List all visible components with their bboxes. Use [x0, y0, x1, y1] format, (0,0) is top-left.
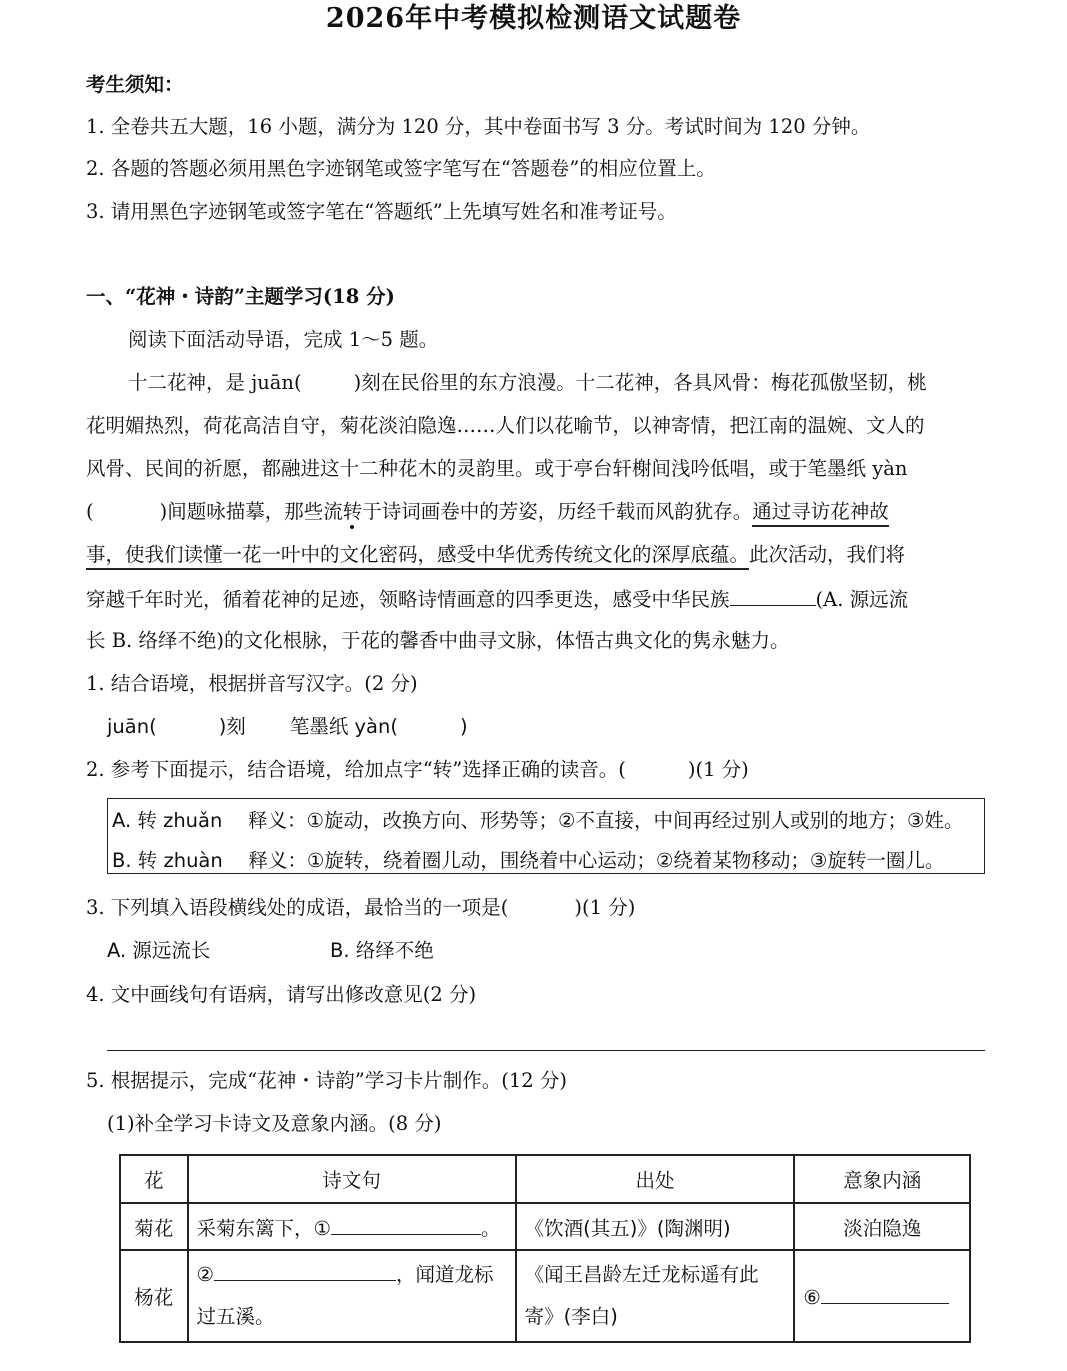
- table-cell: 采菊东篱下，① 。: [188, 1203, 516, 1250]
- passage-line: 风骨、民间的祈愿，都融进这十二种花木的灵韵里。或于亭台轩榭间浅吟低唱，或于笔墨纸 yàn: [86, 457, 908, 480]
- table-header: 花: [120, 1155, 188, 1203]
- table-cell: 杨花: [120, 1250, 188, 1342]
- table-cell: ② ，闻道龙标 过五溪。: [188, 1250, 516, 1342]
- page-title: 2026年中考模拟检测语文试题卷: [325, 3, 742, 34]
- notice-item: 3. 请用黑色字迹钢笔或签字笔在“答题纸”上先填写姓名和准考证号。: [86, 200, 677, 223]
- question-3-option-b: B. 络绎不绝: [330, 939, 434, 962]
- underlined-sentence: 通过寻访花神故: [752, 500, 889, 527]
- notice-heading: 考生须知：: [86, 73, 184, 96]
- table-row: [120, 1250, 970, 1342]
- underlined-sentence: 事，使我们读懂一花一叶中的文化密码，感受中华优秀传统文化的深厚底蕴。: [86, 543, 749, 570]
- pronunciation-hint-box: [107, 798, 985, 874]
- question-1-answers: juān( )刻 笔墨纸 yàn( ): [107, 715, 468, 738]
- question-3-option-a: A. 源远流长: [107, 939, 211, 962]
- table-cell: 《饮酒(其五)》(陶渊明): [516, 1203, 795, 1250]
- table-header: 意象内涵: [794, 1155, 970, 1203]
- fill-blank[interactable]: [214, 1260, 396, 1281]
- question-5: 5. 根据提示，完成“花神・诗韵”学习卡片制作。(12 分): [86, 1069, 567, 1092]
- question-2: 2. 参考下面提示，结合语境，给加点字“转”选择正确的读音。( )(1 分): [86, 758, 749, 781]
- notice-item: 1. 全卷共五大题，16 小题，满分为 120 分，其中卷面书写 3 分。考试时间为 120 分钟。: [86, 115, 871, 138]
- hint-option-b: B. 转 zhuàn 释义：①旋转，绕着圈儿动，围绕着中心运动；②绕着某物移动；③旋转一圈儿。: [112, 849, 945, 872]
- table-cell: 淡泊隐逸: [794, 1203, 970, 1250]
- passage-line: 花明媚热烈，荷花高洁自守，菊花淡泊隐逸……人们以花喻节，以神寄情，把江南的温婉、文人的: [86, 414, 925, 437]
- table-cell: 《闻王昌龄左迁龙标遥有此 寄》(李白): [516, 1250, 795, 1342]
- question-5-sub-1: (1)补全学习卡诗文及意象内涵。(8 分): [107, 1112, 442, 1135]
- passage-line: 穿越千年时光，循着花神的足迹，领略诗情画意的四季更迭，感受中华民族 (A. 源远流: [86, 585, 986, 613]
- answer-line[interactable]: [107, 1050, 985, 1051]
- table-header: 诗文句: [188, 1155, 516, 1203]
- fill-blank[interactable]: [331, 1214, 481, 1235]
- passage-line: ( )间题咏描摹，那些流转于诗词画卷中的芳姿，历经千载而风韵犹存。通过寻访花神故: [86, 499, 986, 525]
- table-cell: ⑥: [794, 1250, 970, 1342]
- question-3: 3. 下列填入语段横线处的成语，最恰当的一项是( )(1 分): [86, 896, 636, 919]
- passage-line: 十二花神，是 juān( )刻在民俗里的东方浪漫。十二花神，各具风骨：梅花孤傲坚韧，桃: [128, 371, 927, 394]
- hint-option-a: A. 转 zhuǎn 释义：①旋动，改换方向、形势等；②不直接，中间再经过别人或别的地方；③姓。: [112, 809, 964, 832]
- table-row: [120, 1203, 970, 1250]
- study-card-table: [119, 1154, 971, 1343]
- passage-line: 长 B. 络绎不绝)的文化根脉，于花的馨香中曲寻文脉，体悟古典文化的隽永魅力。: [86, 629, 790, 652]
- dotted-character: 转: [342, 500, 363, 523]
- section-intro: 阅读下面活动导语，完成 1～5 题。: [128, 328, 439, 351]
- question-4: 4. 文中画线句有语病，请写出修改意见(2 分): [86, 983, 477, 1006]
- passage-line: 事，使我们读懂一花一叶中的文化密码，感受中华优秀传统文化的深厚底蕴。此次活动，我们将: [86, 542, 986, 568]
- table-header-row: [120, 1155, 970, 1203]
- idiom-blank[interactable]: [730, 585, 816, 606]
- section-heading: 一、“花神・诗韵”主题学习(18 分): [86, 285, 395, 308]
- table-cell: 菊花: [120, 1203, 188, 1250]
- notice-item: 2. 各题的答题必须用黑色字迹钢笔或签字笔写在“答题卷”的相应位置上。: [86, 157, 716, 180]
- fill-blank[interactable]: [821, 1283, 949, 1304]
- question-1: 1. 结合语境，根据拼音写汉字。(2 分): [86, 672, 418, 695]
- table-header: 出处: [516, 1155, 795, 1203]
